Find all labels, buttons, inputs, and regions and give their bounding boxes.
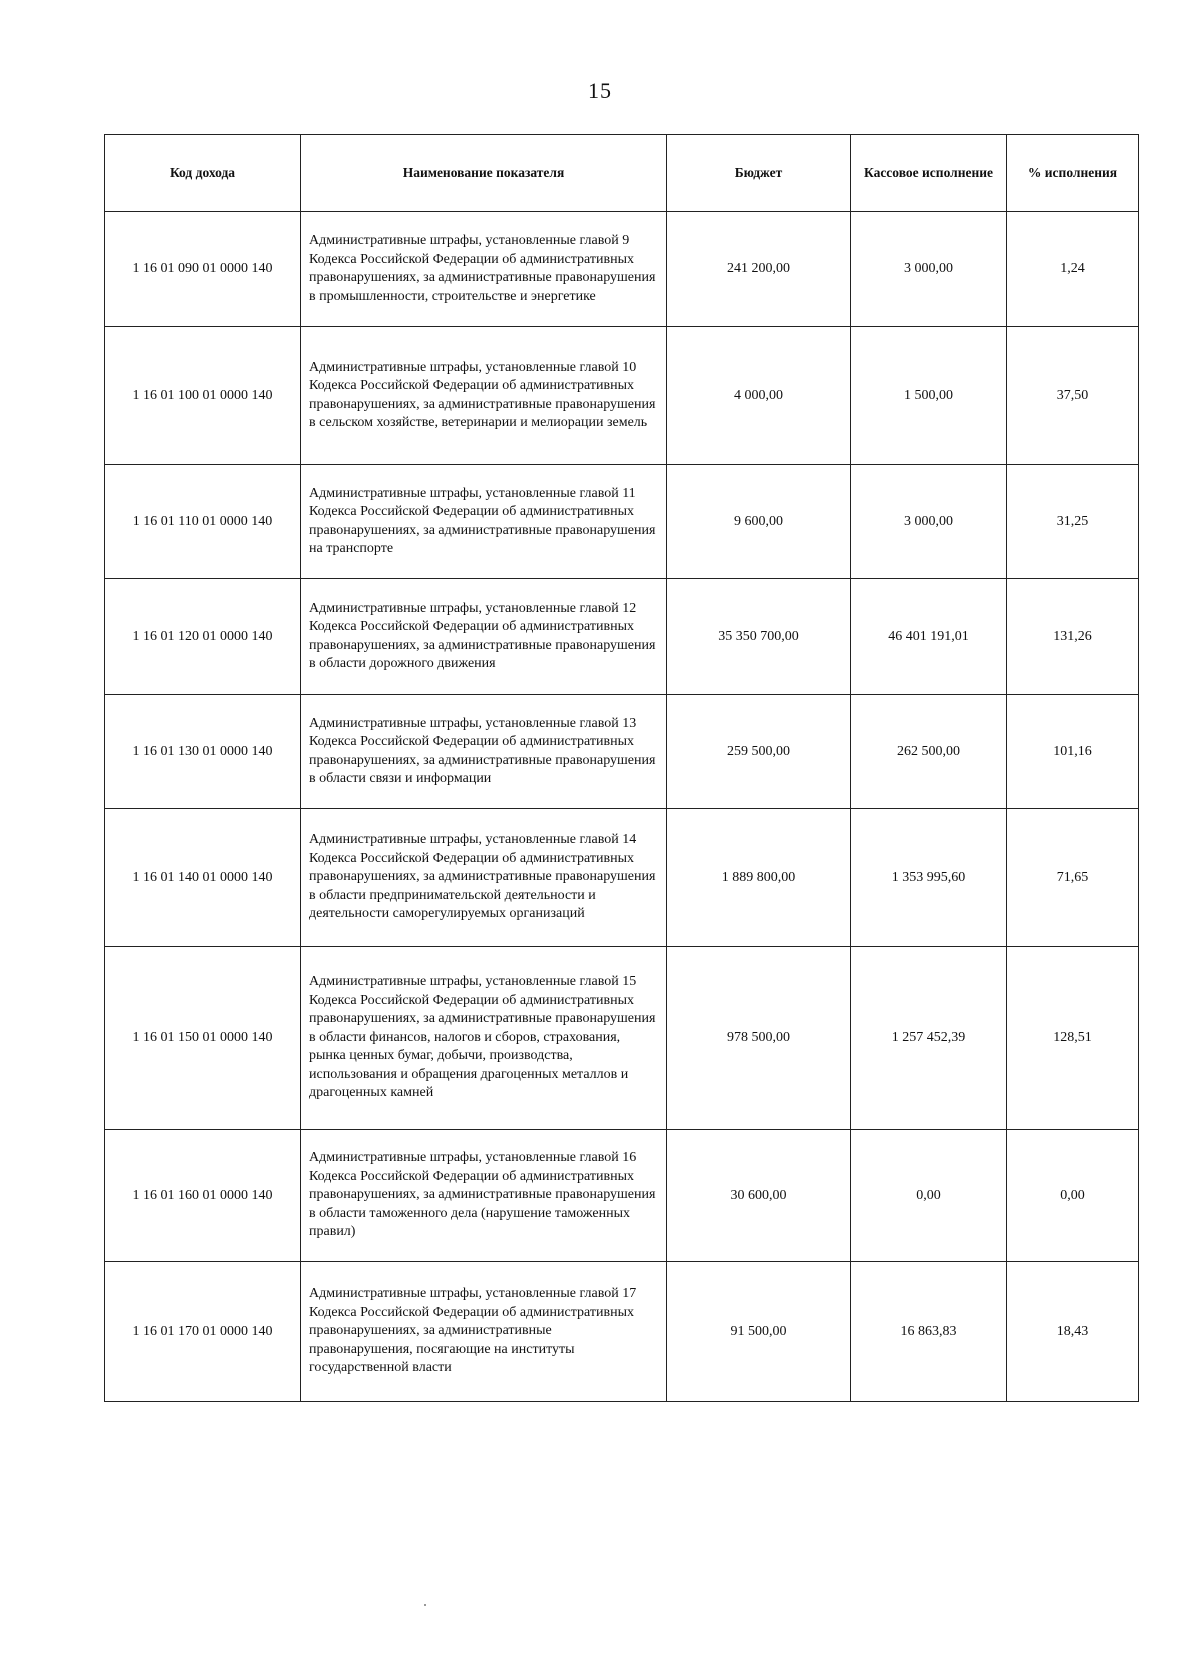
table-row xyxy=(105,465,1139,579)
row-budget: 241 200,00 xyxy=(667,212,851,327)
table-body xyxy=(105,212,1139,1402)
row-code: 1 16 01 140 01 0000 140 xyxy=(105,809,301,947)
row-budget: 91 500,00 xyxy=(667,1262,851,1402)
table-row xyxy=(105,695,1139,809)
row-code: 1 16 01 150 01 0000 140 xyxy=(105,947,301,1130)
row-budget: 4 000,00 xyxy=(667,327,851,465)
row-executed: 0,00 xyxy=(851,1130,1007,1262)
row-budget: 9 600,00 xyxy=(667,465,851,579)
row-executed: 1 353 995,60 xyxy=(851,809,1007,947)
row-name: Административные штрафы, установленные главой 17 Кодекса Российской Федерации об административных правонарушениях, за административные правонарушения, посягающие на институты государственной власти xyxy=(301,1262,667,1402)
table-row xyxy=(105,1262,1139,1402)
row-budget: 30 600,00 xyxy=(667,1130,851,1262)
header-row xyxy=(105,135,1139,212)
row-executed: 1 500,00 xyxy=(851,327,1007,465)
row-code: 1 16 01 110 01 0000 140 xyxy=(105,465,301,579)
row-name: Административные штрафы, установленные главой 12 Кодекса Российской Федерации об административных правонарушениях, за административные правонарушения в области дорожного движения xyxy=(301,579,667,695)
row-code: 1 16 01 100 01 0000 140 xyxy=(105,327,301,465)
row-code: 1 16 01 120 01 0000 140 xyxy=(105,579,301,695)
row-executed: 3 000,00 xyxy=(851,212,1007,327)
row-budget: 35 350 700,00 xyxy=(667,579,851,695)
row-percent: 18,43 xyxy=(1007,1262,1139,1402)
row-name: Административные штрафы, установленные главой 11 Кодекса Российской Федерации об административных правонарушениях, за административные правонарушения на транспорте xyxy=(301,465,667,579)
row-code: 1 16 01 170 01 0000 140 xyxy=(105,1262,301,1402)
row-name: Административные штрафы, установленные главой 9 Кодекса Российской Федерации об административных правонарушениях, за административные правонарушения в промышленности, строительстве и энергетике xyxy=(301,212,667,327)
header-budget: Бюджет xyxy=(667,135,851,212)
table-row xyxy=(105,579,1139,695)
row-percent: 31,25 xyxy=(1007,465,1139,579)
table-row xyxy=(105,212,1139,327)
row-budget: 1 889 800,00 xyxy=(667,809,851,947)
row-budget: 259 500,00 xyxy=(667,695,851,809)
row-percent: 128,51 xyxy=(1007,947,1139,1130)
row-executed: 262 500,00 xyxy=(851,695,1007,809)
table-row xyxy=(105,947,1139,1130)
header-percent: % исполнения xyxy=(1007,135,1139,212)
row-name: Административные штрафы, установленные главой 14 Кодекса Российской Федерации об административных правонарушениях, за административные правонарушения в области предпринимательской деятельности и деятельности саморегулируемых организаций xyxy=(301,809,667,947)
row-executed: 1 257 452,39 xyxy=(851,947,1007,1130)
row-executed: 3 000,00 xyxy=(851,465,1007,579)
row-code: 1 16 01 090 01 0000 140 xyxy=(105,212,301,327)
row-percent: 37,50 xyxy=(1007,327,1139,465)
page-number: 15 xyxy=(588,78,612,103)
row-name: Административные штрафы, установленные главой 15 Кодекса Российской Федерации об административных правонарушениях, за административные правонарушения в области финансов, налогов и сборов, страхования, рынка ценных бумаг, добычи, производства, использования и обращения драгоценных металлов и драгоценных камней xyxy=(301,947,667,1130)
row-code: 1 16 01 130 01 0000 140 xyxy=(105,695,301,809)
table-row xyxy=(105,809,1139,947)
row-name: Административные штрафы, установленные главой 10 Кодекса Российской Федерации об административных правонарушениях, за административные правонарушения в сельском хозяйстве, ветеринарии и мелиорации земель xyxy=(301,327,667,465)
row-percent: 0,00 xyxy=(1007,1130,1139,1262)
row-percent: 71,65 xyxy=(1007,809,1139,947)
row-name: Административные штрафы, установленные главой 16 Кодекса Российской Федерации об административных правонарушениях, за административные правонарушения в области таможенного дела (нарушение таможенных правил) xyxy=(301,1130,667,1262)
scan-speck xyxy=(424,1604,426,1606)
row-budget: 978 500,00 xyxy=(667,947,851,1130)
row-percent: 1,24 xyxy=(1007,212,1139,327)
header-code: Код дохода xyxy=(105,135,301,212)
row-executed: 46 401 191,01 xyxy=(851,579,1007,695)
row-executed: 16 863,83 xyxy=(851,1262,1007,1402)
table-row xyxy=(105,1130,1139,1262)
header-executed: Кассовое исполнение xyxy=(851,135,1007,212)
header-name: Наименование показателя xyxy=(301,135,667,212)
row-code: 1 16 01 160 01 0000 140 xyxy=(105,1130,301,1262)
row-name: Административные штрафы, установленные главой 13 Кодекса Российской Федерации об административных правонарушениях, за административные правонарушения в области связи и информации xyxy=(301,695,667,809)
row-percent: 101,16 xyxy=(1007,695,1139,809)
revenue-table xyxy=(104,134,1139,1402)
table-row xyxy=(105,327,1139,465)
table-header xyxy=(105,135,1139,212)
row-percent: 131,26 xyxy=(1007,579,1139,695)
